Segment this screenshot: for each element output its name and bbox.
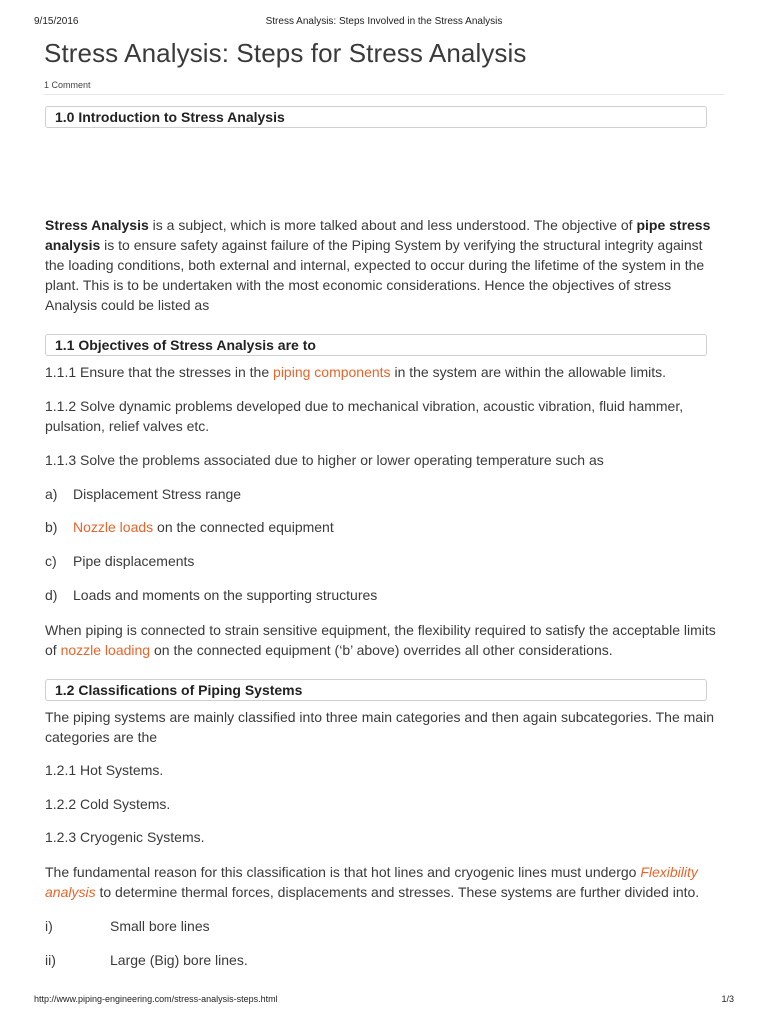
objective-1-1-2: 1.1.2 Solve dynamic problems developed due to mechanical vibration, acoustic vibration, fluid hammer, pulsation, relief valves etc.: [45, 398, 684, 434]
classification-cryogenic: 1.2.3 Cryogenic Systems.: [45, 829, 205, 845]
list-label-a: a): [45, 486, 58, 502]
intro-bold-pipe-stress: pipe stress analysis: [45, 217, 711, 253]
list-label-ii: ii): [45, 952, 56, 968]
list-label-b: b): [45, 519, 58, 535]
strain-text-pre: When piping is connected to strain sensitive equipment, the flexibility required to satisfy the acceptable limits of: [45, 622, 716, 658]
print-page-number: 1/3: [721, 994, 734, 1004]
list-item-i: [45, 916, 725, 936]
list-item-ii: [45, 950, 725, 970]
piping-components-link[interactable]: piping components: [273, 364, 391, 380]
title-divider: [44, 94, 724, 95]
article-title: Stress Analysis: Steps for Stress Analysis: [44, 38, 527, 68]
objective-1-1-1-post: in the system are within the allowable limits.: [390, 364, 667, 380]
print-date: 9/15/2016: [34, 16, 79, 27]
objective-1-1-1-pre: 1.1.1 Ensure that the stresses in the: [45, 364, 274, 380]
list-item-a: [45, 484, 725, 504]
objective-1-1-3: 1.1.3 Solve the problems associated due to higher or lower operating temperature such as: [45, 452, 604, 468]
classification-hot: 1.2.1 Hot Systems.: [45, 762, 164, 778]
list-item-c: [45, 551, 725, 571]
list-text-i: Small bore lines: [110, 918, 210, 934]
section-heading-objectives: 1.1 Objectives of Stress Analysis are to: [45, 334, 707, 356]
fundamental-text-post: to determine thermal forces, displacements and stresses. These systems are further divided into.: [95, 884, 700, 900]
intro-paragraph: [45, 215, 725, 315]
comments-link[interactable]: 1 Comment: [44, 80, 91, 90]
objective-1-1-1: [45, 362, 725, 382]
list-item-d: [45, 585, 725, 605]
fundamental-text-pre: The fundamental reason for this classification is that hot lines and cryogenic lines must undergo: [45, 864, 641, 880]
list-item-b: [45, 517, 725, 537]
strain-text-post: on the connected equipment (‘b’ above) overrides all other considerations.: [150, 642, 613, 658]
nozzle-loads-link[interactable]: Nozzle loads: [73, 519, 154, 535]
fundamental-reason-paragraph: [45, 862, 725, 902]
classification-intro: The piping systems are mainly classified into three main categories and then again subcategories. The main categories are the: [45, 709, 714, 745]
flexibility-analysis-link[interactable]: Flexibility analysis: [45, 864, 698, 900]
intro-text-2: is to ensure safety against failure of the Piping System by verifying the structural integrity against the loading conditions, both external and internal, expected to occur during the lifetime of the system in the plant. This is to be undertaken with the most economic considerations. Hence the objectives of stress Analysis could be listed as: [45, 237, 705, 313]
list-text-b: on the connected equipment: [153, 519, 334, 535]
list-text-c: Pipe displacements: [73, 553, 195, 569]
strain-sensitive-paragraph: [45, 620, 725, 660]
section-heading-classifications: 1.2 Classifications of Piping Systems: [45, 679, 707, 701]
list-text-ii: Large (Big) bore lines.: [110, 952, 248, 968]
intro-bold-stress-analysis: Stress Analysis: [45, 217, 149, 233]
print-page-title: Stress Analysis: Steps Involved in the Stress Analysis: [265, 16, 503, 27]
list-text-a: Displacement Stress range: [73, 486, 242, 502]
nozzle-loading-link[interactable]: nozzle loading: [60, 642, 151, 658]
list-label-c: c): [45, 553, 57, 569]
section-heading-intro: 1.0 Introduction to Stress Analysis: [45, 106, 707, 128]
classification-cold: 1.2.2 Cold Systems.: [45, 796, 171, 812]
intro-text-1: is a subject, which is more talked about and less understood. The objective of: [148, 217, 637, 233]
print-url: http://www.piping-engineering.com/stress-analysis-steps.html: [34, 994, 278, 1004]
list-text-d: Loads and moments on the supporting structures: [73, 587, 378, 603]
list-label-d: d): [45, 587, 58, 603]
list-label-i: i): [45, 918, 53, 934]
